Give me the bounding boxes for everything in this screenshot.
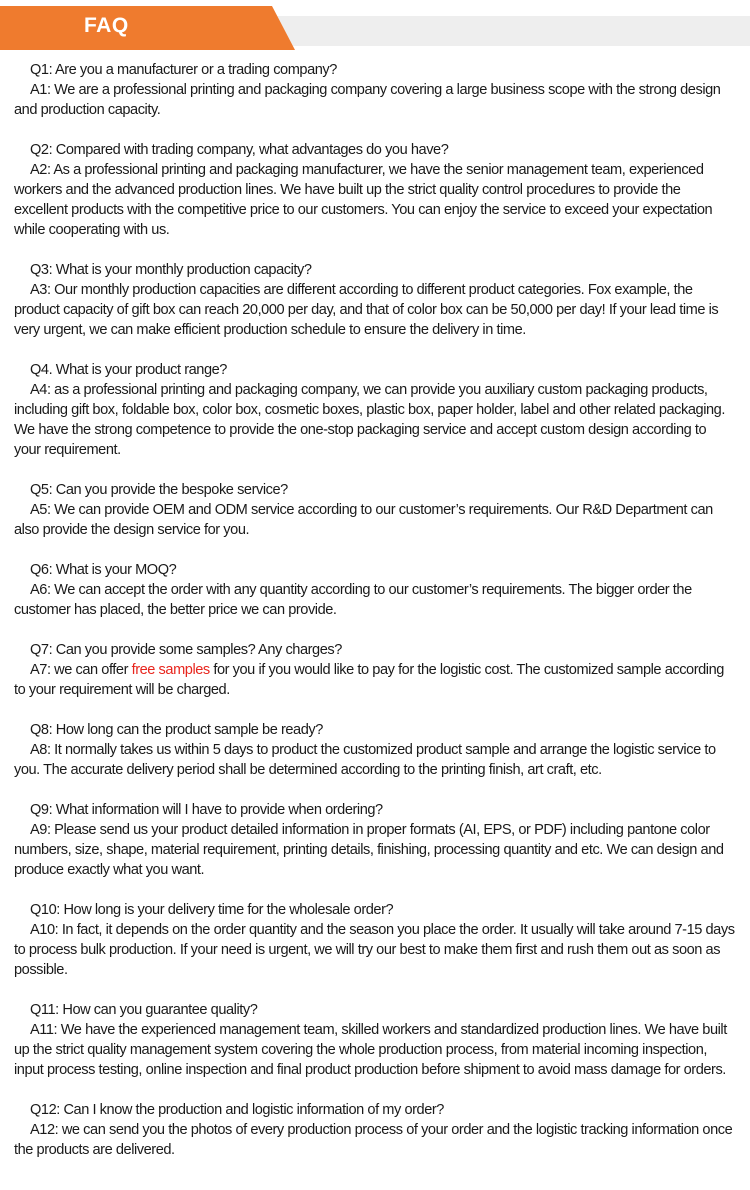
faq-question: Q2: Compared with trading company, what advantages do you have? bbox=[30, 142, 449, 158]
faq-item-6 bbox=[14, 560, 736, 620]
faq-list bbox=[14, 60, 736, 1180]
faq-question: Q5: Can you provide the bespoke service? bbox=[30, 482, 288, 498]
header-tab bbox=[0, 6, 295, 50]
faq-answer bbox=[14, 660, 736, 700]
faq-answer: A1: We are a professional printing and packaging company covering a large business scope with the strong design and production capacity. bbox=[14, 82, 721, 118]
faq-question: Q3: What is your monthly production capacity? bbox=[30, 262, 312, 278]
faq-answer: A10: In fact, it depends on the order quantity and the season you place the order. It usually will take around 7-15 days to process bulk production. If your need is urgent, we will try our best to make them first and rush them out as soon as possible. bbox=[14, 922, 735, 978]
faq-item-5 bbox=[14, 480, 736, 540]
faq-question: Q6: What is your MOQ? bbox=[30, 562, 177, 578]
answer-text-start: A7: we can offer bbox=[30, 662, 132, 678]
free-samples-highlight: free samples bbox=[131, 662, 210, 678]
faq-answer: A9: Please send us your product detailed information in proper formats (AI, EPS, or PDF) including pantone color numbers, size, shape, material requirement, printing details, finishing, processing quantity and etc. We can design and produce exactly what you want. bbox=[14, 822, 724, 878]
faq-question: Q12: Can I know the production and logistic information of my order? bbox=[30, 1102, 444, 1118]
faq-answer: A12: we can send you the photos of every production process of your order and the logistic tracking information once the products are delivered. bbox=[14, 1122, 733, 1158]
faq-question: Q8: How long can the product sample be ready? bbox=[30, 722, 323, 738]
answer-text-end: for you if you would like to pay for the logistic cost. The customized sample according to your requirement will be charged. bbox=[14, 662, 724, 698]
page-title: FAQ bbox=[84, 14, 129, 37]
faq-item-11 bbox=[14, 1000, 736, 1080]
faq-item-1 bbox=[14, 60, 736, 120]
faq-answer: A6: We can accept the order with any quantity according to our customer’s requirements. The bigger order the customer has placed, the better price we can provide. bbox=[14, 582, 692, 618]
faq-question: Q1: Are you a manufacturer or a trading company? bbox=[30, 62, 337, 78]
faq-answer: A8: It normally takes us within 5 days to product the customized product sample and arrange the logistic service to you. The accurate delivery period shall be determined according to the printing finish, art craft, etc. bbox=[14, 742, 716, 778]
faq-item-8 bbox=[14, 720, 736, 780]
faq-item-10 bbox=[14, 900, 736, 980]
faq-item-4 bbox=[14, 360, 736, 460]
faq-question: Q9: What information will I have to provide when ordering? bbox=[30, 802, 383, 818]
faq-answer: A5: We can provide OEM and ODM service according to our customer’s requirements. Our R&D Department can also provide the design service for you. bbox=[14, 502, 713, 538]
faq-question: Q7: Can you provide some samples? Any charges? bbox=[30, 642, 342, 658]
faq-answer: A3: Our monthly production capacities are different according to different product categories. Fox example, the product capacity of gift box can reach 20,000 per day, and that of color box can be 50,000 per day! If your lead time is very urgent, we can make efficient production schedule to ensure the delivery in time. bbox=[14, 282, 719, 338]
faq-answer: A11: We have the experienced management team, skilled workers and standardized production lines. We have built up the strict quality management system covering the whole production process, from material incoming inspection, input process testing, online inspection and final product production before shipment to avoid mass damage for orders. bbox=[14, 1022, 727, 1078]
faq-item-3 bbox=[14, 260, 736, 340]
faq-item-12 bbox=[14, 1100, 736, 1160]
faq-item-9 bbox=[14, 800, 736, 880]
faq-question: Q4. What is your product range? bbox=[30, 362, 227, 378]
faq-question: Q11: How can you guarantee quality? bbox=[30, 1002, 258, 1018]
faq-answer: A4: as a professional printing and packaging company, we can provide you auxiliary custom packaging products, including gift box, foldable box, color box, cosmetic boxes, plastic box, paper holder, label and other related packaging. We have the strong competence to provide the one-stop packaging service and accept custom design according to your requirement. bbox=[14, 382, 725, 458]
faq-item-7 bbox=[14, 640, 736, 700]
faq-answer: A2: As a professional printing and packaging manufacturer, we have the senior management team, experienced workers and the advanced production lines. We have built up the strict quality control procedures to provide the excellent products with the competitive price to our customers. You can enjoy the service to exceed your expectation while cooperating with us. bbox=[14, 162, 713, 238]
faq-item-2 bbox=[14, 140, 736, 240]
faq-question: Q10: How long is your delivery time for the wholesale order? bbox=[30, 902, 394, 918]
faq-header bbox=[0, 6, 750, 50]
